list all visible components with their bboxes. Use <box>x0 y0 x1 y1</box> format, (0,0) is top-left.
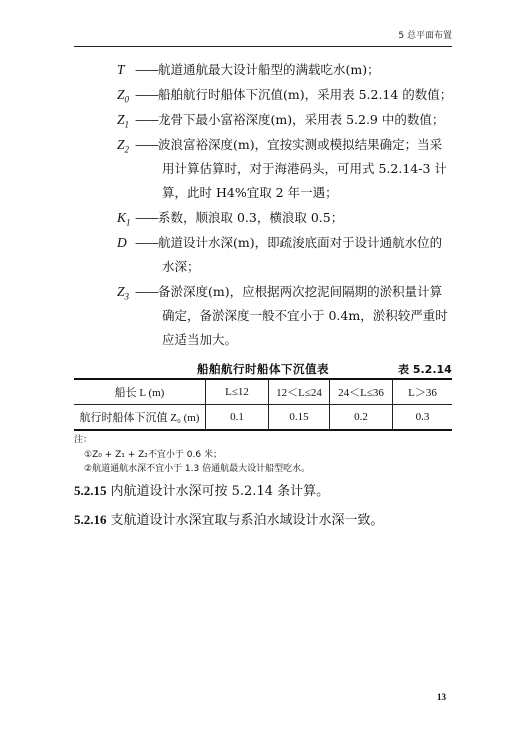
table-cell: 0.3 <box>393 405 453 431</box>
definition-text: 波浪富裕深度(m)，宜按实测或模拟结果确定；当采 <box>158 137 443 152</box>
dash: —— <box>135 62 158 77</box>
definition-text: 用计算估算时，对于海港码头，可用式 5.2.14-3 计 <box>162 161 447 176</box>
definition-text: 航道通航最大设计船型的满载吃水(m)； <box>158 62 380 77</box>
clause-number: 5.2.16 <box>74 512 107 527</box>
symbol: $Z_2$ <box>117 137 130 155</box>
definition-text: 算，此时 H4%宜取 2 年一遇； <box>162 185 338 200</box>
dash: —— <box>135 137 158 152</box>
table-cell: 船长 L (m) <box>74 379 206 405</box>
header-rule <box>74 46 452 47</box>
sinkage-table <box>74 378 452 431</box>
page-number: 13 <box>437 692 446 702</box>
notes-label: 注： <box>74 435 93 445</box>
table-number: 表 5.2.14 <box>398 363 452 376</box>
table-title: 船舶航行时船体下沉值表 <box>197 362 329 376</box>
table-row <box>74 405 452 431</box>
symbol: T <box>117 62 125 77</box>
symbol: $Z_0$ <box>117 87 130 105</box>
table-cell: 航行时船体下沉值 Z₀ (m) <box>74 405 206 431</box>
definition-text: 应适当加大。 <box>162 332 238 347</box>
clause-number: 5.2.15 <box>74 483 107 498</box>
definition-text: 备淤深度(m)，应根据两次挖泥间隔期的淤积量计算 <box>158 284 443 299</box>
clause-text: 内航道设计水深可按 5.2.14 条计算。 <box>110 484 330 499</box>
definition-text: 系数，顺浪取 0.3，横浪取 0.5； <box>158 210 344 225</box>
dash: —— <box>135 210 158 225</box>
table-cell: 12＜L≤24 <box>269 379 330 405</box>
symbol: $Z_1$ <box>117 112 130 130</box>
symbol: D <box>117 235 127 250</box>
dash: —— <box>135 284 158 299</box>
definition-text: 确定，备淤深度一般不宜小于 0.4m，淤积较严重时 <box>162 308 448 323</box>
dash: —— <box>135 112 158 127</box>
table-row <box>74 379 452 405</box>
dash: —— <box>135 235 158 250</box>
definition-text: 航道设计水深(m)，即疏浚底面对于设计通航水位的 <box>158 235 443 250</box>
table-cell: 0.15 <box>269 405 330 431</box>
clause-5-2-16 <box>74 509 384 528</box>
table-cell: L＞36 <box>393 379 453 405</box>
table-cell: L≤12 <box>206 379 269 405</box>
note-item: ②航道通航水深不宜小于 1.3 倍通航最大设计船型吃水。 <box>84 464 311 474</box>
definition-text: 龙骨下最小富裕深度(m)，采用表 5.2.9 中的数值； <box>158 112 445 127</box>
table-cell: 0.1 <box>206 405 269 431</box>
clause-5-2-15 <box>74 480 329 499</box>
dash: —— <box>135 87 158 102</box>
symbol: $K_1$ <box>117 210 131 228</box>
table-cell: 0.2 <box>330 405 393 431</box>
symbol: $Z_3$ <box>117 284 130 302</box>
definition-text: 船舶航行时船体下沉值(m)，采用表 5.2.14 的数值； <box>158 87 453 102</box>
table-cell: 24＜L≤36 <box>330 379 393 405</box>
note-item: ①Z₀ + Z₁ + Z₂不宜小于 0.6 米； <box>84 450 222 460</box>
definition-text: 水深； <box>162 259 200 274</box>
clause-text: 支航道设计水深宜取与系泊水域设计水深一致。 <box>110 513 384 528</box>
running-header: 5 总平面布置 <box>398 31 452 41</box>
